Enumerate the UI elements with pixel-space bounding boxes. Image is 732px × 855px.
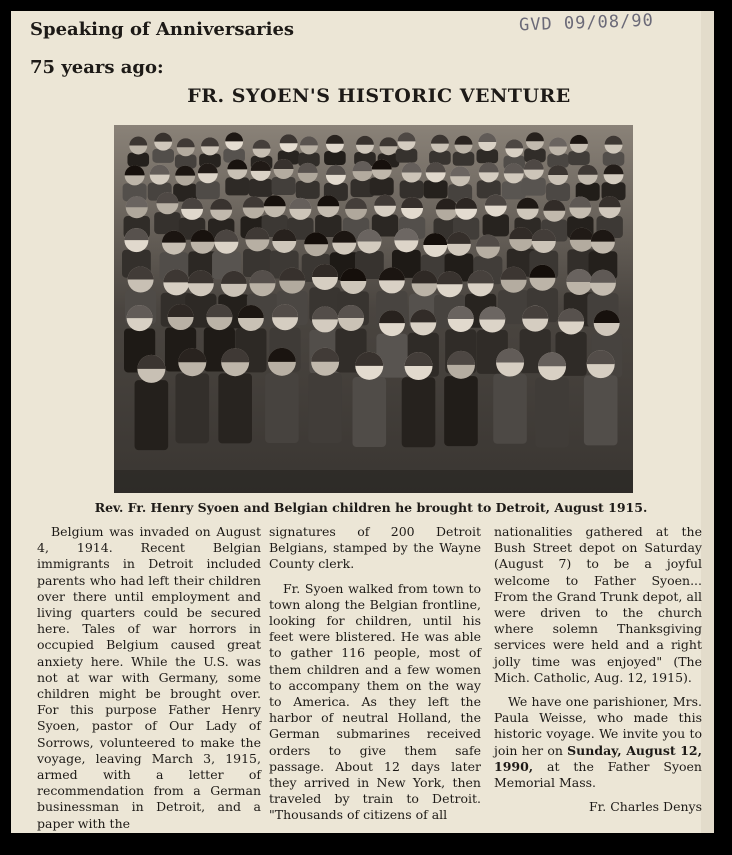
paragraph: Belgium was invaded on August 4, 1914. Recent Belgian immigrants in Detroit included parents who had left their children over there until employment and living quarters could be secured here. Tales of war horrors in occupied Belgium caused great anxiety here. While the U.S. was not at war with Germany, some children might be brought over. For this purpose Father Henry Syoen, pastor of Our Lady of Sorrows, volunteered to make the voyage, leaving March 3, 1915, armed with a letter of recommendation from a German businessman in Detroit, and a paper with the [37,524,261,831]
article-column-1 [37,524,261,833]
paragraph: Fr. Syoen walked from town to town along the Belgian frontline, looking for children, until his feet were blistered. He was able to gather 116 people, most of them children and a few women to accompany them on the way to America. As they left the harbor of neutral Holland, the German submarines received orders to give them safe passage. About 12 days later they arrived in New York, then traveled by train to Detroit. "Thousands of citizens of all [269,580,481,823]
section-subkicker: 75 years ago: [30,57,164,78]
paragraph: nationalities gathered at the Bush Street depot on Saturday (August 7) to be a joyful welcome to Father Syoen... From the Grand Trunk depot, all were driven to the church where solemn Thanksgiving services were held and a right jolly time was enjoyed" (The Mich. Catholic, Aug. 12, 1915). [494,524,702,685]
author-signature: Fr. Charles Denys [589,799,702,815]
paragraph: signatures of 200 Detroit Belgians, stamped by the Wayne County clerk. [269,524,481,572]
newspaper-clipping [11,11,714,833]
adjacent-column-edge [701,11,714,833]
invite-date: Sunday, August 12, 1990, [494,742,702,774]
photo-caption: Rev. Fr. Henry Syoen and Belgian children he brought to Detroit, August 1915. [94,500,648,515]
group-photo [114,125,633,493]
invite-text: We have one parishioner, Mrs. Paula Weisse, who made this historic voyage. We invite you to join her on [494,694,702,758]
section-kicker: Speaking of Anniversaries [30,19,295,40]
paragraph [494,694,702,791]
invite-text-end: at the Father Syoen Memorial Mass. [494,758,702,791]
handwritten-date-note: GVD 09/08/90 [518,11,655,36]
article-column-3 [494,524,702,823]
group-photo-image [114,125,633,493]
article-column-2 [269,524,481,832]
article-title: FR. SYOEN'S HISTORIC VENTURE [187,85,571,107]
